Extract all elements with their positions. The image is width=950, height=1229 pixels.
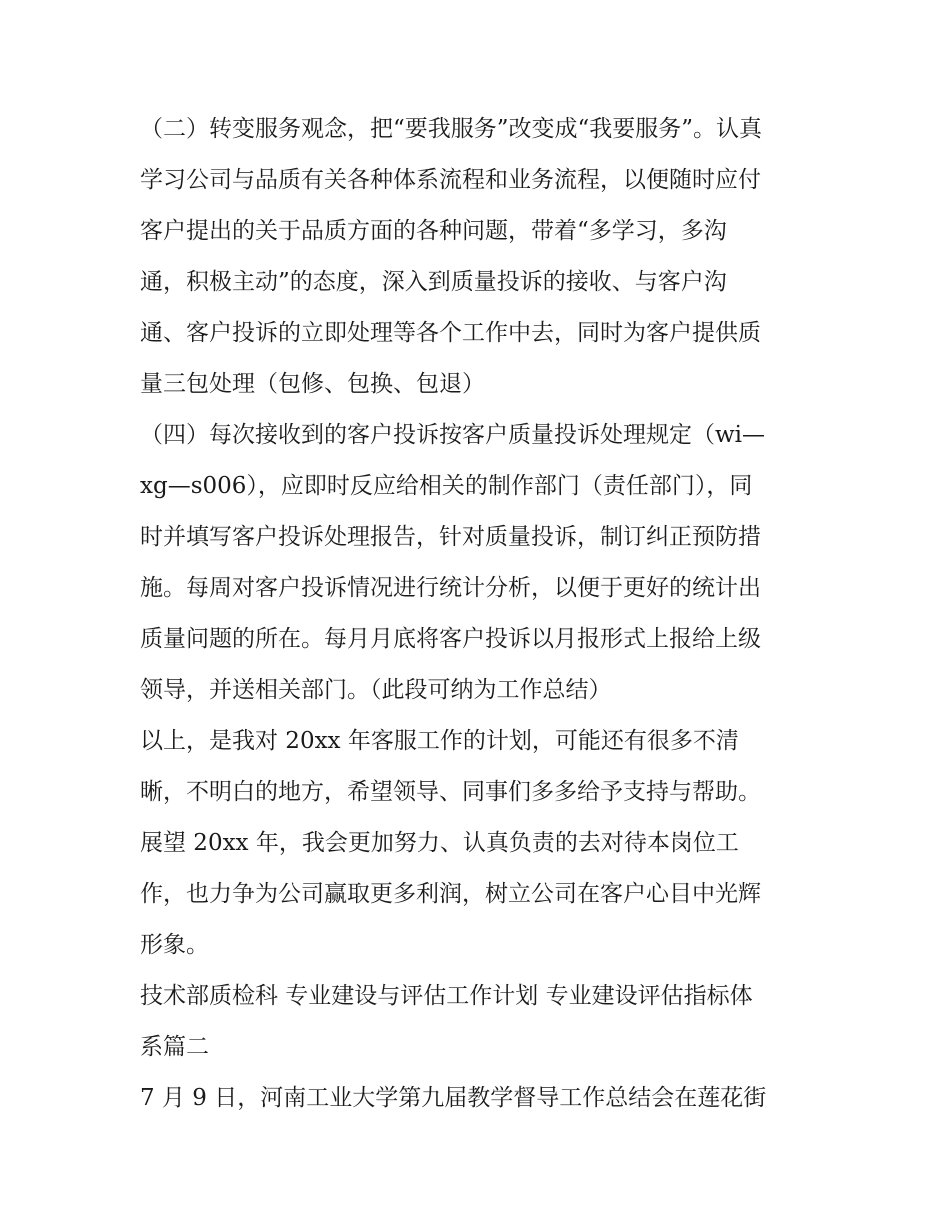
text-line: 7 月 9 日，河南工业大学第九届教学督导工作总结会在莲花街 — [140, 1085, 767, 1111]
text-line: 质量问题的所在。每月月底将客户投诉以月报形式上报给上级 — [140, 626, 761, 652]
text-line: （二）转变服务观念，把“要我服务”改变成“我要服务”。认真 — [140, 116, 763, 142]
text-line: 领导，并送相关部门。（此段可纳为工作总结） — [140, 677, 612, 703]
section-heading-line: 系篇二 — [140, 1034, 209, 1060]
text-line: （四）每次接收到的客户投诉按客户质量投诉处理规定（wi— — [140, 422, 766, 448]
text-line: 客户提出的关于品质方面的各种问题，带着“多学习，多沟 — [140, 218, 727, 244]
text-line: 时并填写客户投诉处理报告，针对质量投诉，制订纠正预防措 — [140, 524, 761, 550]
text-line: xg—s006），应即时反应给相关的制作部门（责任部门），同 — [140, 473, 753, 499]
text-line: 展望 20xx 年，我会更加努力、认真负责的去对待本岗位工 — [140, 830, 739, 856]
text-line: 作，也力争为公司赢取更多利润，树立公司在客户心目中光辉 — [140, 881, 761, 907]
section-heading-line: 技术部质检科 专业建设与评估工作计划 专业建设评估指标体 — [140, 983, 753, 1009]
text-line: 通，积极主动”的态度，深入到质量投诉的接收、与客户沟 — [140, 269, 727, 295]
text-line: 晰，不明白的地方，希望领导、同事们多多给予支持与帮助。 — [140, 779, 761, 805]
text-line: 量三包处理（包修、包换、包退） — [140, 371, 485, 397]
text-line: 施。每周对客户投诉情况进行统计分析，以便于更好的统计出 — [140, 575, 761, 601]
document-body — [140, 104, 820, 1124]
text-line: 学习公司与品质有关各种体系流程和业务流程，以便随时应付 — [140, 167, 761, 193]
text-line: 以上，是我对 20xx 年客服工作的计划，可能还有很多不清 — [140, 728, 739, 754]
text-line: 通、客户投诉的立即处理等各个工作中去，同时为客户提供质 — [140, 320, 761, 346]
text-line: 形象。 — [140, 932, 209, 958]
